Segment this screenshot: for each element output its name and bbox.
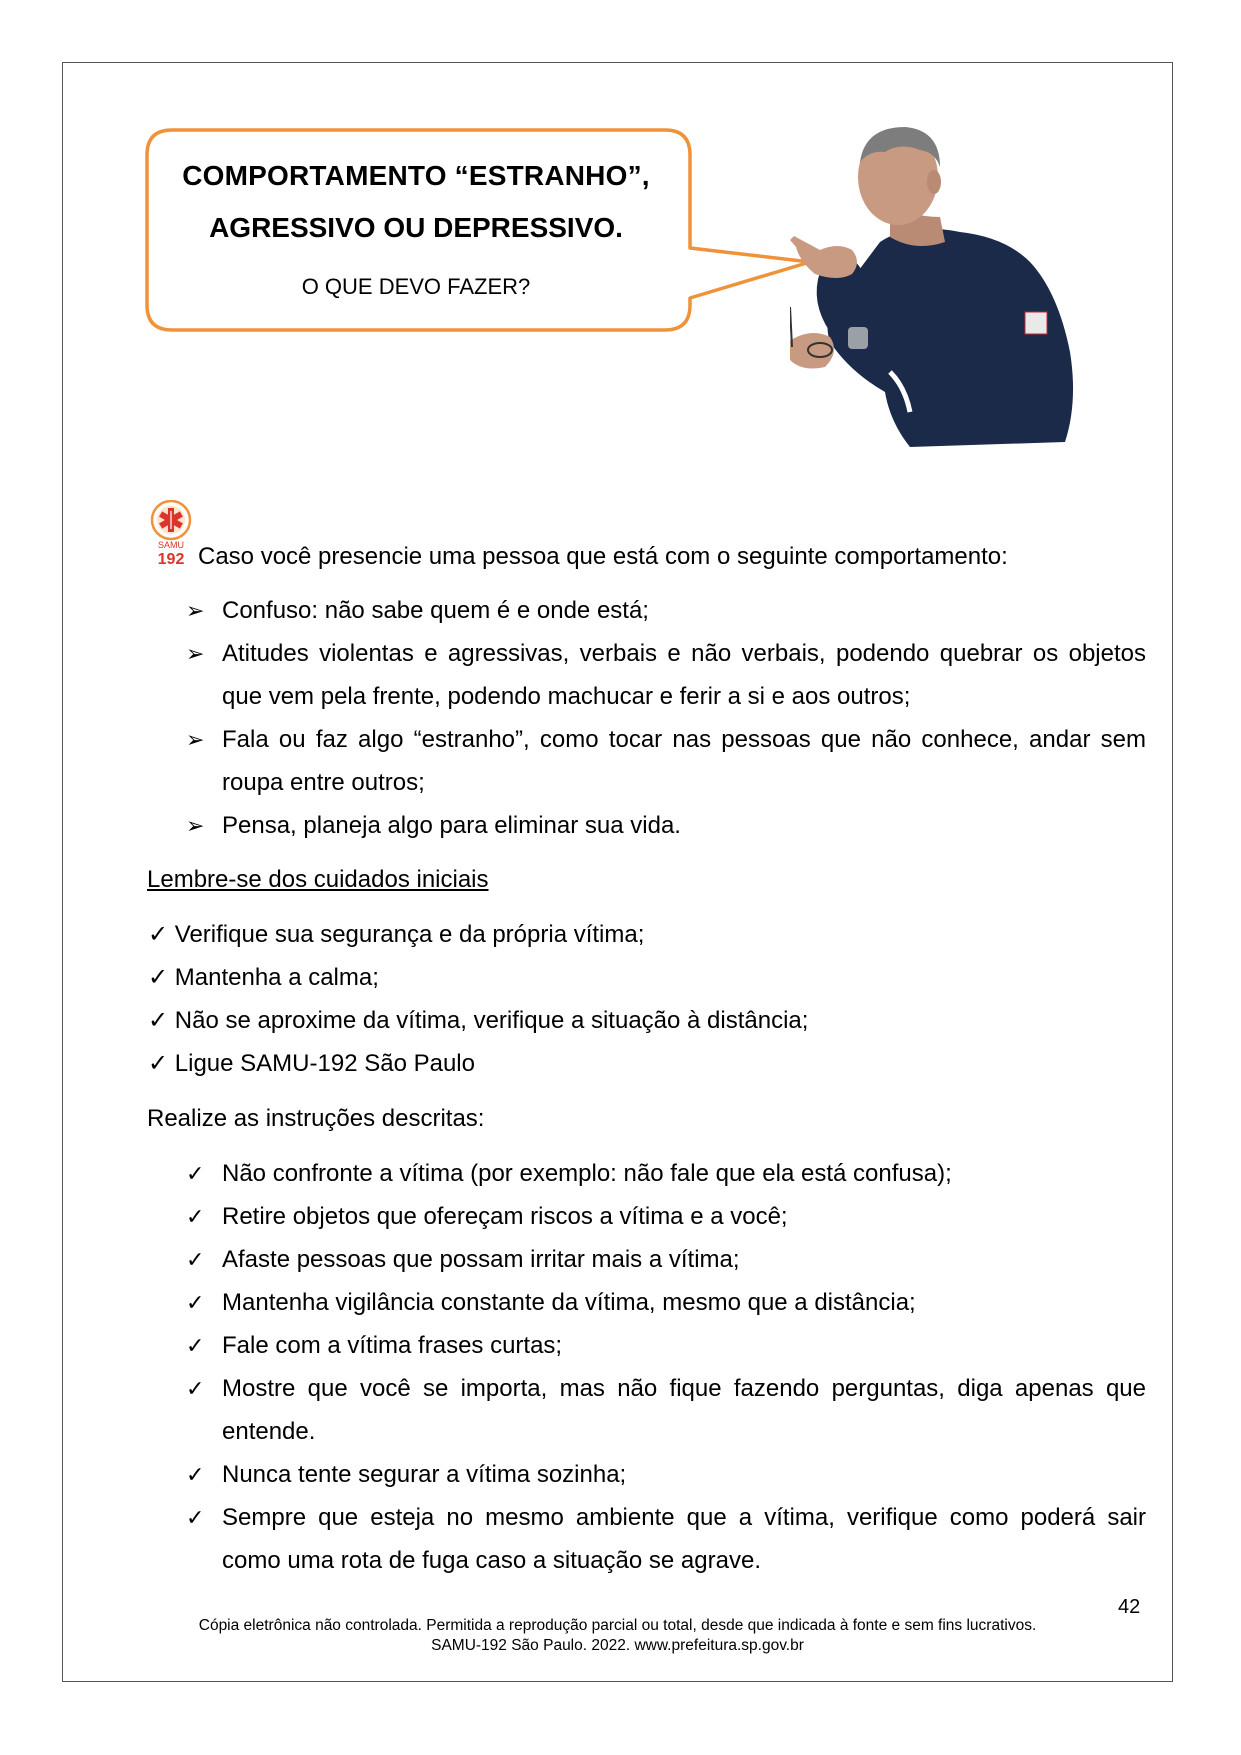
list-item (222, 1367, 1146, 1453)
footer-disclaimer: Cópia eletrônica não controlada. Permitida a reprodução parcial ou total, desde que indicada à fonte e sem fins lucrativos. (198, 1617, 1037, 1634)
check-item: ✓ Mantenha a calma; (148, 964, 379, 991)
check-icon: ✓ (186, 1462, 205, 1487)
list-item (222, 1324, 1146, 1367)
list-item-text: entende. (222, 1418, 316, 1445)
initial-care-heading: Lembre-se dos cuidados iniciais (147, 866, 489, 893)
list-item (222, 589, 1146, 632)
list-item-text: Fale com a vítima frases curtas; (222, 1332, 563, 1359)
list-item-text: Retire objetos que ofereçam riscos a vítima e a você; (222, 1203, 788, 1230)
list-item-text: Pensa, planeja algo para eliminar sua vida. (222, 812, 681, 839)
list-item (222, 1238, 1146, 1281)
man-pointing-photo (790, 122, 1090, 467)
arrow-bullet-icon: ➢ (186, 598, 205, 623)
list-item-text: Sempre que esteja no mesmo ambiente que a vítima, verifique como poderá sair (222, 1504, 1146, 1531)
check-item: ✓ Verifique sua segurança e da própria vítima; (148, 921, 645, 948)
check-icon: ✓ (186, 1204, 205, 1229)
list-item-text: como uma rota de fuga caso a situação se agrave. (222, 1547, 761, 1574)
list-item (222, 1496, 1146, 1582)
list-item-text: Mantenha vigilância constante da vítima, mesmo que a distância; (222, 1289, 916, 1316)
list-item (222, 1453, 1146, 1496)
bubble-title-line1: COMPORTAMENTO “ESTRANHO”, (182, 160, 650, 191)
logo-192-text: 192 (157, 551, 185, 568)
list-item-text: Afaste pessoas que possam irritar mais a vítima; (222, 1246, 740, 1273)
instructions-heading: Realize as instruções descritas: (147, 1105, 485, 1132)
list-item-text: Atitudes violentas e agressivas, verbais e não verbais, podendo quebrar os objetos (222, 640, 1146, 667)
list-item (222, 718, 1146, 804)
list-item-text: Mostre que você se importa, mas não fique fazendo perguntas, diga apenas que (222, 1375, 1146, 1402)
list-item-text: roupa entre outros; (222, 769, 425, 796)
list-item-text: Nunca tente segurar a vítima sozinha; (222, 1461, 627, 1488)
list-item (222, 804, 1146, 847)
list-item-text: que vem pela frente, podendo machucar e ferir a si e aos outros; (222, 683, 911, 710)
check-item: ✓ Ligue SAMU-192 São Paulo (148, 1050, 475, 1077)
list-item (222, 632, 1146, 718)
bubble-title-line2: AGRESSIVO OU DEPRESSIVO. (209, 212, 623, 243)
logo-samu-text: SAMU (157, 540, 185, 550)
check-icon: ✓ (186, 1333, 205, 1358)
list-item (222, 1152, 1146, 1195)
arrow-bullet-icon: ➢ (186, 727, 205, 752)
footer-source: SAMU-192 São Paulo. 2022. www.prefeitura.sp.gov.br (431, 1637, 804, 1654)
list-item (222, 1195, 1146, 1238)
check-icon: ✓ (186, 1290, 205, 1315)
arrow-bullet-icon: ➢ (186, 641, 205, 666)
page-number: 42 (1118, 1596, 1141, 1618)
check-icon: ✓ (186, 1376, 205, 1401)
check-item: ✓ Não se aproxime da vítima, verifique a situação à distância; (148, 1007, 809, 1034)
list-item-text: Fala ou faz algo “estranho”, como tocar nas pessoas que não conhece, andar sem (222, 726, 1146, 753)
intro-paragraph: Caso você presencie uma pessoa que está com o seguinte comportamento: (198, 543, 1008, 570)
list-item-text: Não confronte a vítima (por exemplo: não fale que ela está confusa); (222, 1160, 952, 1187)
list-item-text: Confuso: não sabe quem é e onde está; (222, 597, 649, 624)
arrow-bullet-icon: ➢ (186, 813, 205, 838)
bubble-question: O QUE DEVO FAZER? (301, 274, 531, 299)
list-item (222, 1281, 1146, 1324)
check-icon: ✓ (186, 1505, 205, 1530)
check-icon: ✓ (186, 1161, 205, 1186)
samu-192-logo (146, 500, 196, 568)
check-icon: ✓ (186, 1247, 205, 1272)
